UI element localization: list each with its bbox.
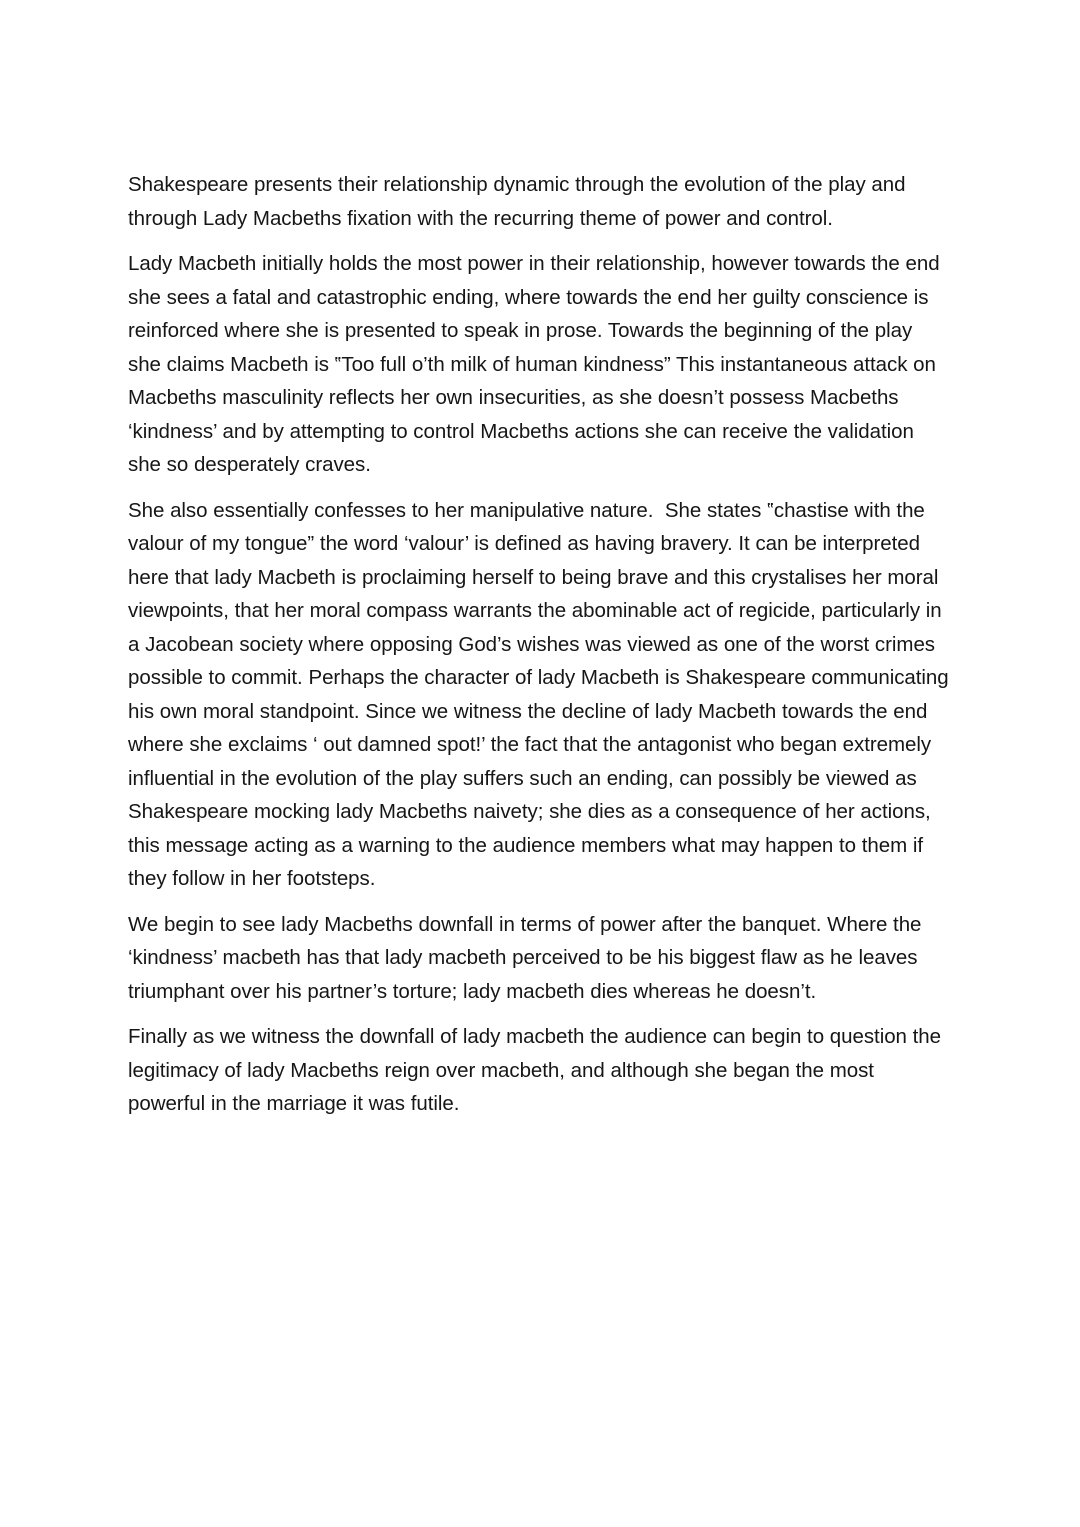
document-body <box>128 168 955 1121</box>
paragraph-banquet-downfall: We begin to see lady Macbeths downfall in terms of power after the banquet. Where the ‘kindness’ macbeth has that lady macbeth perceived to be his biggest flaw as he leaves triumphant over his partner’s torture; lady macbeth dies whereas he doesn’t. <box>128 912 928 1003</box>
paragraph-power-balance: Lady Macbeth initially holds the most power in their relationship, however towards the end she sees a fatal and catastrophic ending, where towards the end her guilty conscience is reinforced where she is presented to speak in prose. Towards the beginning of the play she claims Macbeth is ‟Too full o’th milk of human kindness” This instantaneous attack on Macbeths masculinity reflects her own insecurities, as she doesn’t possess Macbeths ‘kindness’ and by attempting to control Macbeths actions she can receive the validation she so desperately craves. <box>128 252 946 476</box>
paragraph-intro: Shakespeare presents their relationship dynamic through the evolution of the play and through Lady Macbeths fixation with the recurring theme of power and control. <box>128 173 912 230</box>
paragraph-conclusion: Finally as we witness the downfall of lady macbeth the audience can begin to question the legitimacy of lady Macbeths reign over macbeth, and although she began the most powerful in the marriage it was futile. <box>128 1025 947 1115</box>
paragraph-manipulation-valour: She also essentially confesses to her manipulative nature. She states ‟chastise with the valour of my tongue” the word ‘valour’ is defined as having bravery. It can be interpreted here that lady Macbeth is proclaiming herself to being brave and this crystalises her moral viewpoints, that her moral compass warrants the abominable act of regicide, particularly in a Jacobean society where opposing God’s wishes was viewed as one of the worst crimes possible to commit. Perhaps the character of lady Macbeth is Shakespeare communicating his own moral standpoint. Since we witness the decline of lady Macbeth towards the end where she exclaims ‘ out damned spot!’ the fact that the antagonist who began extremely influential in the evolution of the play suffers such an ending, can possibly be viewed as Shakespeare mocking lady Macbeths naivety; she dies as a consequence of her actions, this message acting as a warning to the audience members what may happen to them if they follow in her footsteps. <box>128 498 955 890</box>
